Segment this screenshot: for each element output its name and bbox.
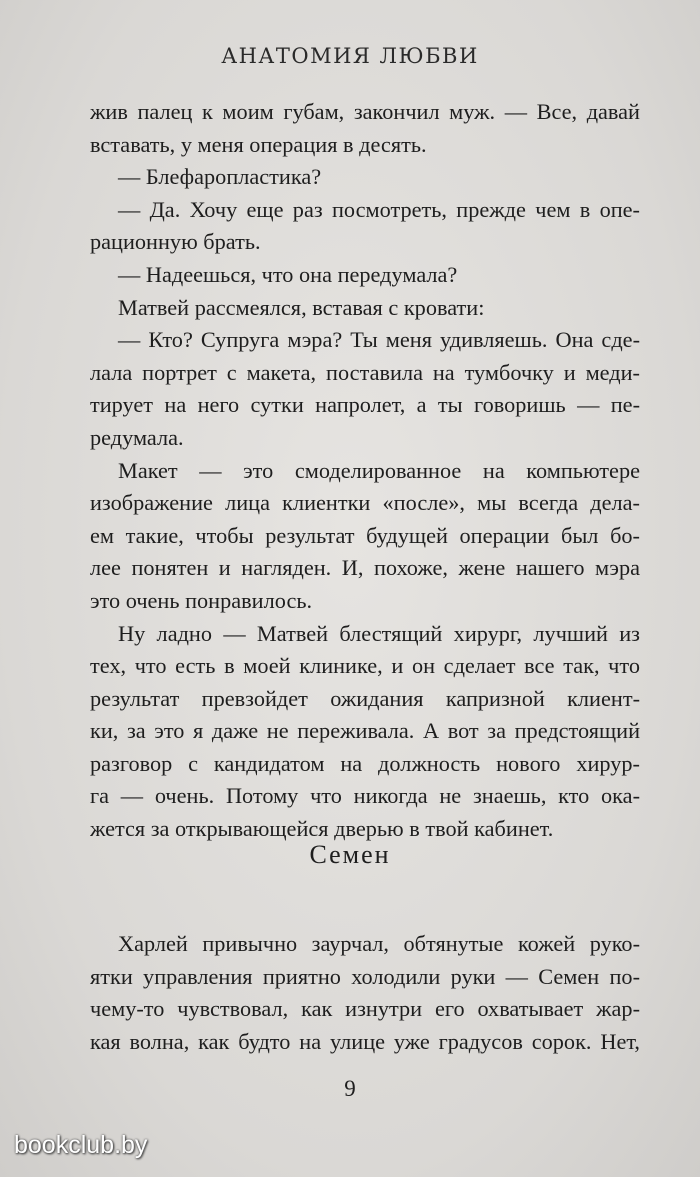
text-line: результат превзойдет ожидания капризной клиент-	[90, 685, 640, 711]
text-line: ки, за это я даже не переживала. А вот за предстоящий	[90, 718, 640, 744]
text-line: Ну ладно — Матвей блестящий хирург, лучший из	[118, 620, 640, 646]
text-line: Макет — это смоделированное на компьютере	[118, 457, 640, 483]
text-line: ем такие, чтобы результат будущей операции был бо-	[90, 522, 640, 548]
text-line: — Кто? Супруга мэра? Ты меня удивляешь. Она сде-	[118, 327, 640, 353]
text-line: га — очень. Потому что никогда не знаешь, кто ока-	[90, 783, 640, 809]
text-line: тирует на него сутки напролет, а ты говоришь — пе-	[90, 392, 640, 418]
text-line: Харлей привычно заурчал, обтянутые кожей руко-	[118, 931, 640, 956]
text-line: кая волна, как будто на улице уже градусов сорок. Нет,	[90, 1028, 640, 1054]
text-line: редумала.	[90, 424, 184, 450]
text-line: жется за открывающейся дверью в твой кабинет.	[90, 816, 554, 842]
body-text-continued	[90, 928, 640, 1058]
body-text	[90, 96, 640, 846]
page-number: 9	[344, 1076, 356, 1101]
text-line: — Да. Хочу еще раз посмотреть, прежде чем в опе-	[118, 196, 640, 222]
watermark: bookclub.by	[14, 1131, 148, 1159]
text-line: лее понятен и нагляден. И, похоже, жене нашего мэра	[90, 555, 640, 581]
text-line: чему-то чувствовал, как изнутри его охватывает жар-	[90, 996, 640, 1022]
text-line: вставать, у меня операция в десять.	[90, 131, 427, 157]
text-line: тех, что есть в моей клинике, и он сделает все так, что	[90, 653, 640, 679]
section-title: Семен	[309, 840, 391, 869]
running-head: АНАТОМИЯ ЛЮБВИ	[221, 44, 479, 68]
text-line: Матвей рассмеялся, вставая с кровати:	[118, 294, 485, 320]
text-line: рационную брать.	[90, 229, 261, 255]
text-line: жив палец к моим губам, закончил муж. — Все, давай	[90, 99, 640, 124]
text-line: — Блефаропластика?	[118, 164, 322, 190]
text-line: разговор с кандидатом на должность нового хирур-	[90, 750, 640, 776]
text-line: лала портрет с макета, поставила на тумбочку и меди-	[90, 359, 640, 385]
text-line: изображение лица клиентки «после», мы всегда дела-	[90, 490, 640, 516]
text-line: это очень понравилось.	[90, 587, 313, 613]
text-line: — Надеешься, что она передумала?	[118, 261, 458, 287]
text-line: ятки управления приятно холодили руки — Семен по-	[90, 963, 640, 989]
